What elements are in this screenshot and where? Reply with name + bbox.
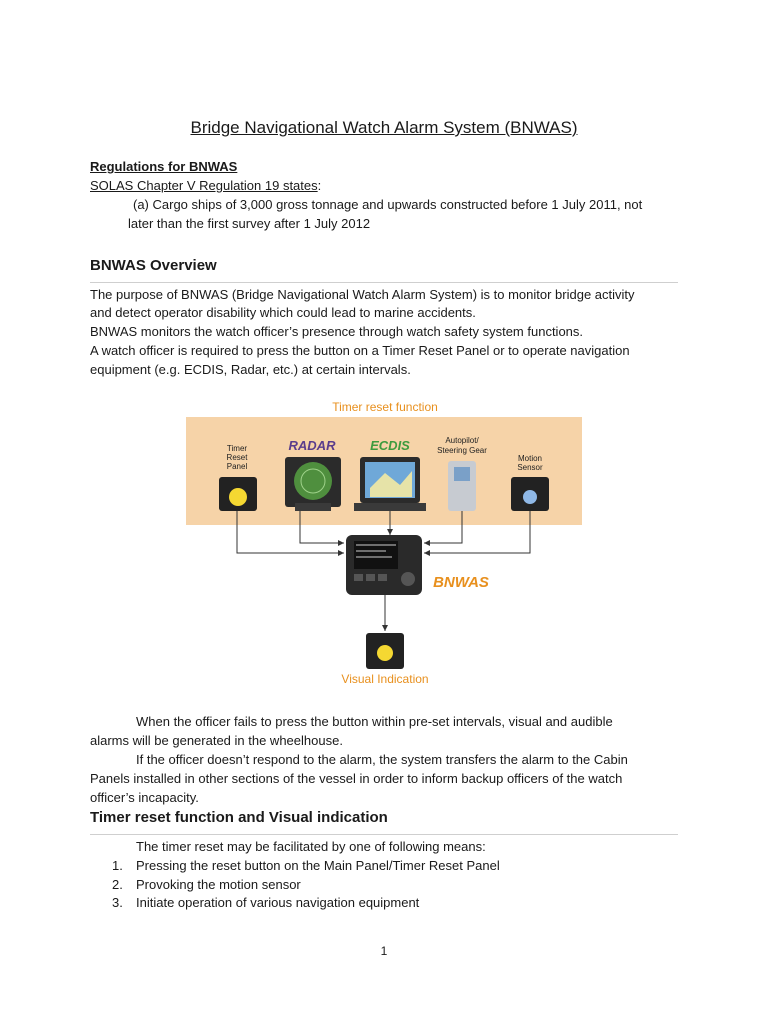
list-item-text: Provoking the motion sensor: [136, 876, 301, 892]
overview-line: A watch officer is required to press the button on a Timer Reset Panel or to operate navigation: [90, 343, 630, 358]
autopilot-label: Autopilot/: [445, 436, 479, 445]
timer-reset-panel-device: [219, 477, 257, 511]
list-item: [112, 876, 500, 895]
overview-rule: [90, 282, 678, 283]
radar-device: [285, 457, 341, 511]
radar-logo: RADAR: [288, 438, 336, 453]
overview-line: The purpose of BNWAS (Bridge Navigational Watch Alarm System) is to monitor bridge activity: [90, 287, 635, 302]
motion-sensor-label: Motion: [517, 454, 543, 463]
timer-reset-panel-label: Panel: [226, 462, 248, 471]
timer-reset-panel-label: Reset: [226, 453, 248, 462]
bnwas-diagram: [180, 393, 590, 693]
solas-colon: :: [317, 178, 322, 193]
alarm-line: When the officer fails to press the button within pre-set intervals, visual and audible: [136, 714, 613, 729]
autopilot-device: [448, 461, 476, 511]
alarm-line: officer’s incapacity.: [90, 790, 199, 805]
overview-heading: BNWAS Overview: [90, 257, 217, 274]
motion-sensor-label: Sensor: [517, 463, 543, 472]
timer-reset-means-list: [112, 857, 500, 913]
timer-section-rule: [90, 834, 678, 835]
regulation-item-a-line2: later than the first survey after 1 July 2012: [128, 216, 371, 231]
page-number: 1: [380, 944, 388, 958]
regulation-item-a-line1: (a) Cargo ships of 3,000 gross tonnage and upwards constructed before 1 July 2011, not: [133, 197, 643, 212]
overview-line: and detect operator disability which could lead to marine accidents.: [90, 305, 476, 320]
bnwas-logo: BNWAS: [433, 574, 489, 591]
visual-indication-device: [366, 633, 404, 669]
timer-section-heading: Timer reset function and Visual indication: [90, 809, 388, 826]
list-item-number: 1.: [112, 858, 123, 873]
solas-reference-text: SOLAS Chapter V Regulation 19 states: [90, 178, 318, 193]
autopilot-label: Steering Gear: [437, 446, 487, 455]
list-item: [112, 857, 500, 876]
visual-indication-label: Visual Indication: [341, 672, 429, 686]
alarm-line: Panels installed in other sections of the vessel in order to inform backup officers of the watch: [90, 771, 623, 786]
motion-sensor-device: [511, 477, 549, 511]
ecdis-device: [354, 457, 426, 511]
list-item-text: Initiate operation of various navigation equipment: [136, 895, 420, 910]
list-item: [112, 894, 500, 913]
list-item-number: 3.: [112, 895, 123, 910]
overview-line: equipment (e.g. ECDIS, Radar, etc.) at certain intervals.: [90, 362, 411, 377]
timer-reset-function-label: Timer reset function: [332, 400, 438, 414]
regulations-heading: Regulations for BNWAS: [90, 159, 238, 174]
list-item-number: 2.: [112, 876, 123, 892]
ecdis-logo: ECDIS: [370, 438, 410, 453]
list-item-text: Pressing the reset button on the Main Panel/Timer Reset Panel: [136, 858, 500, 873]
timer-reset-panel-label: Timer: [226, 444, 248, 453]
solas-reference: [90, 177, 321, 196]
bnwas-main-panel: [346, 535, 422, 595]
timer-section-intro: The timer reset may be facilitated by one of following means:: [136, 839, 486, 854]
overview-line: BNWAS monitors the watch officer’s presence through watch safety system functions.: [90, 324, 584, 339]
alarm-line: alarms will be generated in the wheelhouse.: [90, 733, 343, 748]
document-title: Bridge Navigational Watch Alarm System (BNWAS): [190, 118, 578, 137]
alarm-line: If the officer doesn’t respond to the alarm, the system transfers the alarm to the Cabin: [136, 752, 628, 767]
